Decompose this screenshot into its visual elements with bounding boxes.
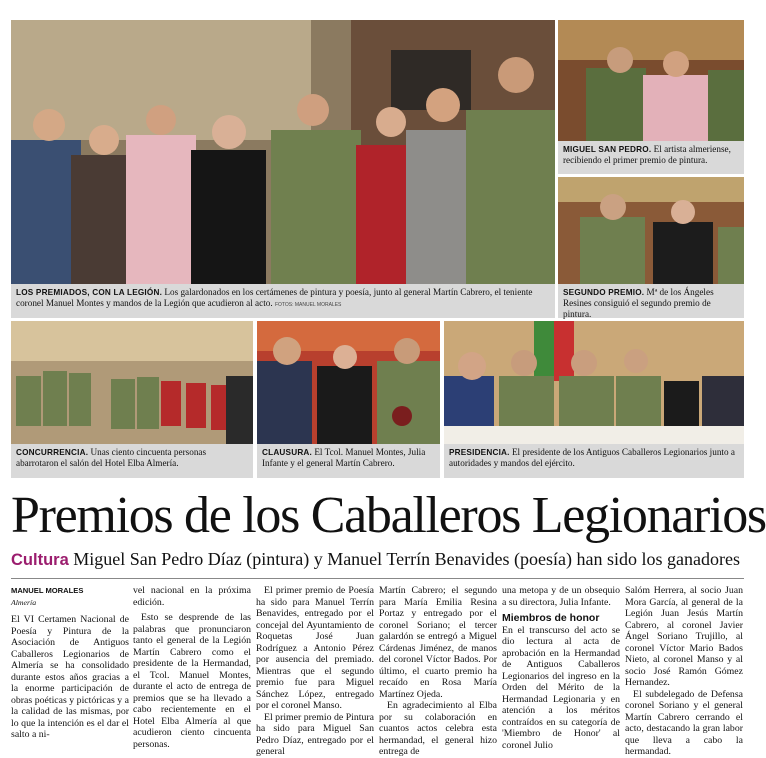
headline: Premios de los Caballeros Legionarios	[11, 487, 766, 544]
mid-right-caption	[558, 284, 744, 318]
article-column-4	[379, 585, 497, 757]
subhead-text: Miguel San Pedro Díaz (pintura) y Manuel Terrín Benavides (poesía) han sido los ganadores	[73, 549, 740, 569]
paragraph: El primer premio de Pintura ha sido para Miguel San Pedro Díaz, entregado por el general	[256, 711, 374, 757]
divider	[11, 578, 744, 579]
caption-label: CLAUSURA.	[262, 448, 313, 457]
caption-label: CONCURRENCIA.	[16, 448, 89, 457]
paragraph: Salóm Herrera, al socio Juan Mora García, al general de la Legión Juan Jesús Martín Cabrero, al coronel Javier Ángel Soriano Trujillo, al coronel Víctor Mario Bados Nieto, al coronel Manso y al socio José Ramón Gómez Hernandez.	[625, 585, 743, 688]
bottom-right-caption	[444, 444, 744, 478]
article-column-3	[256, 585, 374, 757]
main-group-photo	[11, 20, 555, 284]
article-column-1	[11, 585, 129, 740]
caption-label: PRESIDENCIA.	[449, 448, 510, 457]
byline-author: MANUEL MORALES	[11, 586, 84, 595]
paragraph: En el transcurso del acto se dio lectura al acta de aprobación en la Hermandad de Antiguos Caballeros Legionarios del ingreso en la Orden del Mérito de la Hermandad Legionaria y en atención a los méritos contraídos en su categoría de 'Miembro de Honor' al coronel Julio	[502, 624, 620, 751]
byline-place: Almería	[11, 597, 37, 607]
caption-label: SEGUNDO PREMIO.	[563, 288, 645, 297]
caption-text: Mª de los Ángeles Resines consiguió el segundo premio de pintura.	[563, 287, 714, 319]
article-column-5	[502, 585, 620, 751]
paragraph: vel nacional en la próxima edición.	[133, 585, 251, 608]
subheading: Miembros de honor	[502, 612, 600, 624]
caption-label: LOS PREMIADOS, CON LA LEGIÓN.	[16, 288, 163, 297]
bottom-left-photo	[11, 321, 253, 444]
paragraph: una metopa y de un obsequio a su directora, Julia Infante.	[502, 585, 620, 608]
caption-label: MIGUEL SAN PEDRO.	[563, 145, 652, 154]
paragraph: Esto se desprende de las palabras que pronunciaron tanto el general de la Legión Martín Cabrero como el presidente de la Hermandad, el Tcol. Manuel Montes, durante el acto de entrega de premios que se ha llevado a cabo recientemente en el Hotel Elba Almería al que acudieron ciento cincuenta personas.	[133, 612, 251, 750]
bottom-mid-photo	[257, 321, 440, 444]
section-label: Cultura	[11, 551, 69, 569]
caption-text: El presidente de los Antiguos Caballeros Legionarios junto a autoridades y mandos del ejército.	[449, 447, 735, 468]
article-column-2	[133, 585, 251, 750]
mid-right-photo	[558, 177, 744, 284]
caption-text: Los galardonados en los certámenes de pintura y poesía, junto al general Martín Cabrero, el teniente coronel Manuel Montes y mandos de la Legión que acudieron al acto.	[16, 287, 533, 308]
photo-credit: FOTOS: MANUEL MORALES	[274, 302, 342, 308]
paragraph: El subdelegado de Defensa coronel Soriano y el general Martín Cabrero cerrando el acto, destacando la gran labor que lleva a cabo la hermandad.	[625, 688, 743, 757]
paragraph: En agradecimiento al Elba por su colaboración en cuantos actos celebra esta hermandad, el general hizo entrega de	[379, 700, 497, 757]
caption-text: El Tcol. Manuel Montes, Julia Infante y el general Martín Cabrero.	[262, 447, 426, 468]
paragraph: Martín Cabrero; el segundo para María Emilia Resina Portaz y entregado por el coronel Soriano; el tercer galardón se entregó a Miguel Cárdenas Jiménez, de manos del coronel Víctor Bados. Por último, el cuarto premio ha recaído en Rosa María Martínez Ojeda.	[379, 585, 497, 700]
top-right-photo	[558, 20, 744, 141]
paragraph: El VI Certamen Nacional de Poesía y Pintura de la Asociación de Antiguos Caballeros Legionarios de Almería se ha consolidado durante estos años gracias a la enorme participación de obras poéticas y pictóricas y a la calidad de las mismas, por lo que la intención es el dar el salto a ni-	[11, 614, 129, 740]
caption-text: El artista almeriense, recibiendo el primer premio de pintura.	[563, 144, 731, 165]
paragraph: El primer premio de Poesía ha sido para Manuel Terrín Benavides, entregado por el concejal del Ayuntamiento de Roquetas José Juan Rodríguez a Antonio Pérez por ausencia del premiado. Mientras que el segundo premio fue para Miguel Sánchez López, entregado por el coronel Manso.	[256, 585, 374, 711]
subhead	[11, 548, 751, 571]
bottom-right-photo	[444, 321, 744, 444]
article-column-6	[625, 585, 743, 757]
caption-text: Unas ciento cincuenta personas abarrotaron el salón del Hotel Elba Almería.	[16, 447, 207, 468]
bottom-left-caption	[11, 444, 253, 478]
top-right-caption	[558, 141, 744, 174]
bottom-mid-caption	[257, 444, 440, 478]
main-photo-caption	[11, 284, 555, 318]
